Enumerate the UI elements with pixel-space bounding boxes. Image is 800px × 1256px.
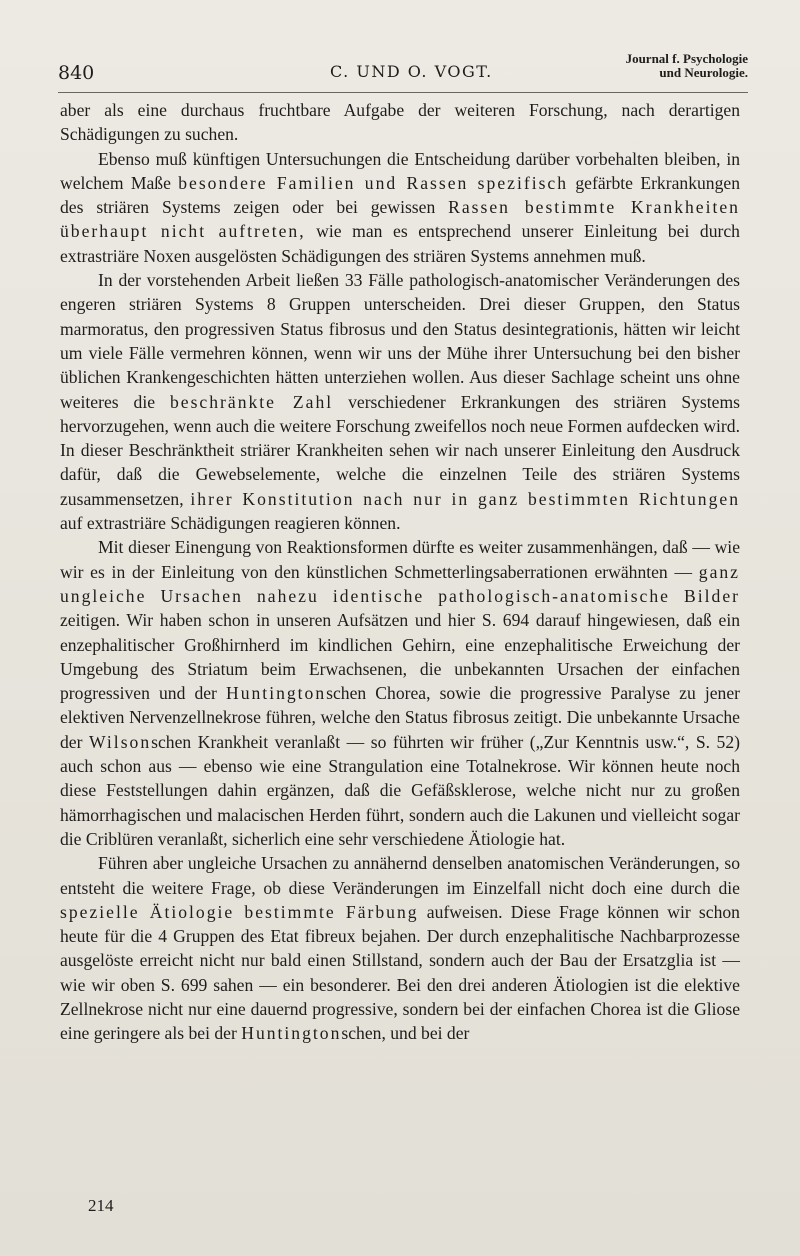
paragraph-4-text-a: Mit dieser Einengung von Reaktionsformen dürfte es weiter zusammenhängen, daß — wie wir es in der Einleitung von den künstlichen Schmetterlingsaberrationen erwähnten — <box>60 537 740 582</box>
paragraph-5-emphasis-1: spezielle Ätiologie bestimmte Färbung <box>60 901 419 922</box>
paragraph-4 <box>60 535 740 851</box>
header-rule <box>58 92 748 93</box>
journal-title-line-1: Journal f. Psychologie <box>625 51 748 66</box>
paragraph-4-name-huntington: Huntington <box>226 683 327 704</box>
paragraph-2-text-c: wie man es entsprechend unserer Einleitung bei durch extrastriäre Noxen ausgelösten Schädigungen des striären Systems annehmen muß. <box>60 221 740 266</box>
paragraph-1: aber als eine durchaus fruchtbare Aufgabe der weiteren Forschung, nach derartigen Schädigungen zu suchen. <box>60 100 740 145</box>
paragraph-4-name-wilson: Wilson <box>89 731 152 752</box>
journal-title <box>626 52 748 80</box>
paragraph-5-text-c: schen, und bei der <box>341 1023 470 1044</box>
paragraph-3-text-a: In der vorstehenden Arbeit ließen 33 Fälle pathologisch-anatomischer Veränderungen des engeren striären Systems 8 Gruppen unterscheiden. Drei dieser Gruppen, den Status marmoratus, den progressiven Status fibrosus und den Status desintegrationis, hätten wir leicht um viele Fälle vermehren können, wenn wir uns der Mühe ihrer Untersuchung bei den bisher üblichen Krankengeschichten hätten unterziehen wollen. Aus dieser Sachlage scheint uns ohne weiteres die <box>60 270 740 412</box>
paragraph-3 <box>60 268 740 535</box>
signature-mark: 214 <box>88 1196 114 1215</box>
paragraph-2-text-b: gefärbte Erkrankungen des striären Systems zeigen oder bei gewissen <box>60 172 740 218</box>
paragraph-3-text-c: auf extrastriäre Schädigungen reagieren können. <box>60 513 401 534</box>
paragraph-2-text-a: Ebenso muß künftigen Untersuchungen die Entscheidung darüber vorbehalten bleiben, in welchem Maße <box>60 148 740 193</box>
paragraph-3-emphasis-2: ihrer Konstitution nach nur in ganz bestimmten Richtungen <box>190 488 740 509</box>
body-text <box>60 98 740 1046</box>
paragraph-3-emphasis-1: beschränkte Zahl <box>169 391 334 412</box>
paragraph-2-emphasis-2: Rassen bestimmte Krankheiten überhaupt nicht auftreten, <box>60 197 740 242</box>
page-number: 840 <box>58 62 95 84</box>
paragraph-3-text-b: verschiedener Erkrankungen des striären Systems hervorzugehen, wenn auch die weitere Forschung zweifellos noch neue Formen aufdecken wird. In dieser Beschränktheit striärer Krankheiten sehen wir nach unserer Einleitung den Ausdruck dafür, daß die Gewebselemente, welche die einzelnen Teile des striären Systems zusammensetzen, <box>60 391 740 509</box>
paragraph-5-name-huntington: Huntington <box>241 1023 342 1044</box>
paragraph-4-text-c: schen Chorea, sowie die progressive Paralyse zu jener elektiven Nervenzellnekrose führen, welche den Status fibrosus zeitigt. Die unbekannte Ursache der <box>60 683 740 752</box>
paragraph-4-text-d: schen Krankheit veranlaßt — so führten wir früher („Zur Kenntnis usw.“, S. 52) auch schon aus — ebenso wie eine Strangulation eine Totalnekrose. Wir können heute noch diese Feststellungen dahin ergänzen, daß die Gefäßsklerose, welche nicht nur zu großen hämorrhagischen und malacischen Herden führt, sondern auch die Lakunen und vielleicht sogar die Criblüren veranlaßt, sicherlich eine sehr verschiedene Ätiologie hat. <box>60 731 740 849</box>
paragraph-2 <box>60 147 740 268</box>
paragraph-5-text-a: Führen aber ungleiche Ursachen zu annähernd denselben anatomischen Veränderungen, so entsteht die weitere Frage, ob diese Veränderungen im Einzelfall nicht doch eine durch die <box>60 853 740 898</box>
running-head: C. UND O. VOGT. <box>330 62 493 81</box>
journal-title-line-2: und Neurologie. <box>659 65 748 80</box>
paragraph-5-text-b: aufweisen. Diese Frage können wir schon heute für die 4 Gruppen des Etat fibreux bejahen. Der durch enzephalitische Nachbarprozesse ausgelöste erreicht nicht nur bald einen Stillstand, sondern auch der Bau der Ersatzglia ist — wie wir oben S. 699 sahen — ein besonderer. Bei den drei anderen Ätiologien ist die elektive Zellnekrose nicht nur eine dauernd progressive, sondern bei der einfachen Chorea ist die Gliose eine geringere als bei der <box>60 901 740 1044</box>
paragraph-4-emphasis-1: ganz ungleiche Ursachen nahezu identische pathologisch-anatomische Bilder <box>60 561 740 606</box>
paragraph-2-emphasis-1: besondere Familien und Rassen spezifisch <box>178 172 569 193</box>
page-header <box>58 52 748 92</box>
paragraph-5 <box>60 851 740 1045</box>
paragraph-4-text-b: zeitigen. Wir haben schon in unseren Aufsätzen und hier S. 694 darauf hingewiesen, daß ein enzephalitischer Großhirnherd im kindlichen Gehirn, eine enzephalitische Erweichung der Umgebung des Striatum beim Erwachsenen, die unbekannten Ursachen der einfachen progressiven und der <box>60 610 740 704</box>
